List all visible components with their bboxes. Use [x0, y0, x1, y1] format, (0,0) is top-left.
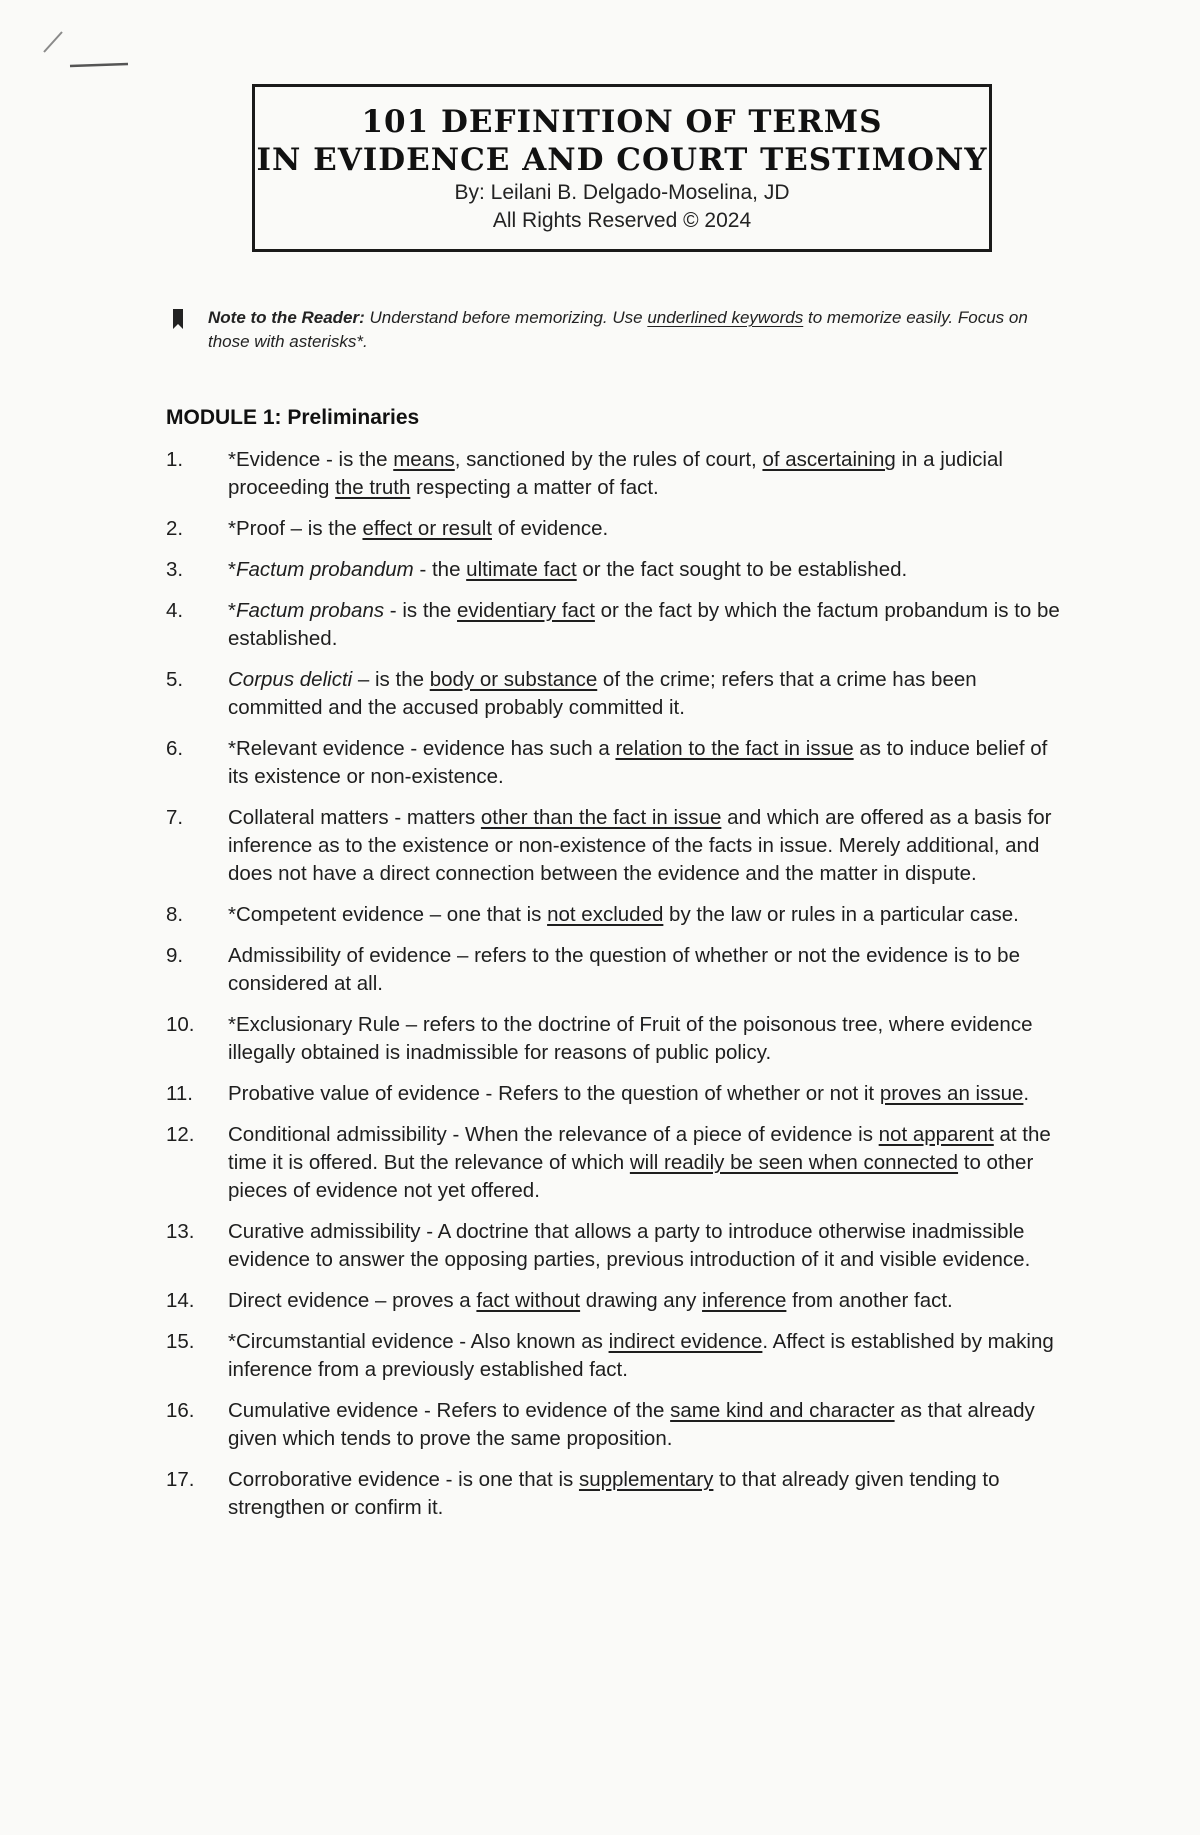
term-7 — [166, 804, 1066, 888]
term-number: 4. — [166, 599, 184, 622]
note-text-b: to memorize easily. Focus on those with asterisks*. — [208, 308, 1028, 351]
note-text-a: Understand before memorizing. Use — [364, 308, 648, 327]
title-line-2: IN EVIDENCE AND COURT TESTIMONY — [256, 142, 988, 178]
term-17 — [166, 1466, 1066, 1522]
term-text: Probative value of evidence - Refers to the question of whether or not it proves an issue. — [228, 1082, 1030, 1105]
module-heading: MODULE 1: Preliminaries — [166, 406, 420, 429]
reader-note — [208, 306, 1068, 354]
term-4 — [166, 597, 1066, 653]
term-3 — [166, 556, 1066, 584]
term-2 — [166, 515, 1066, 543]
term-9 — [166, 942, 1066, 998]
term-number: 3. — [166, 558, 184, 581]
term-14 — [166, 1287, 1066, 1315]
term-text: *Exclusionary Rule – refers to the doctrine of Fruit of the poisonous tree, where evidence illegally obtained is inadmissible for reasons of public policy. — [228, 1013, 1033, 1064]
term-number: 7. — [166, 806, 184, 829]
term-number: 9. — [166, 944, 184, 967]
term-number: 16. — [166, 1399, 195, 1422]
term-number: 6. — [166, 737, 184, 760]
author-line: By: Leilani B. Delgado-Moselina, JD — [454, 181, 790, 204]
terms-list — [166, 446, 1066, 1535]
term-text: Direct evidence – proves a fact without drawing any inference from another fact. — [228, 1289, 953, 1312]
term-number: 8. — [166, 903, 184, 926]
term-text: *Proof – is the effect or result of evidence. — [228, 517, 609, 540]
term-text: Cumulative evidence - Refers to evidence of the same kind and character as that already given which tends to prove the same proposition. — [228, 1399, 1035, 1450]
term-number: 14. — [166, 1289, 195, 1312]
term-text: *Evidence - is the means, sanctioned by the rules of court, of ascertaining in a judicial proceeding the truth respecting a matter of fact. — [228, 448, 1003, 499]
term-6 — [166, 735, 1066, 791]
term-number: 5. — [166, 668, 184, 691]
term-number: 15. — [166, 1330, 195, 1353]
rights-line: All Rights Reserved © 2024 — [492, 209, 752, 232]
handwritten-check-mark — [40, 22, 130, 72]
note-underlined: underlined keywords — [647, 308, 804, 327]
term-5 — [166, 666, 1066, 722]
term-text: *Factum probandum - the ultimate fact or the fact sought to be established. — [228, 558, 908, 581]
term-text: *Circumstantial evidence - Also known as indirect evidence. Affect is established by making inference from a previously established fact. — [228, 1330, 1054, 1381]
term-number: 17. — [166, 1468, 195, 1491]
title-box — [252, 84, 992, 252]
term-text: *Relevant evidence - evidence has such a relation to the fact in issue as to induce belief of its existence or non-existence. — [228, 737, 1048, 788]
term-text: Collateral matters - matters other than the fact in issue and which are offered as a basis for inference as to the existence or non-existence of the facts in issue. Merely additional, and does not have a direct connection between the evidence and the matter in dispute. — [228, 806, 1052, 885]
term-number: 2. — [166, 517, 184, 540]
term-16 — [166, 1397, 1066, 1453]
term-15 — [166, 1328, 1066, 1384]
title-line-1: 101 DEFINITION OF TERMS — [361, 104, 883, 140]
term-number: 1. — [166, 448, 184, 471]
term-text: *Competent evidence – one that is not excluded by the law or rules in a particular case. — [228, 903, 1019, 926]
term-1 — [166, 446, 1066, 502]
term-13 — [166, 1218, 1066, 1274]
term-text: Conditional admissibility - When the relevance of a piece of evidence is not apparent at the time it is offered. But the relevance of which will readily be seen when connected to other pieces of evidence not yet offered. — [228, 1123, 1051, 1202]
note-label: Note to the Reader: — [208, 308, 365, 327]
term-text: *Factum probans - is the evidentiary fact or the fact by which the factum probandum is to be established. — [228, 599, 1060, 650]
term-text: Admissibility of evidence – refers to the question of whether or not the evidence is to be considered at all. — [228, 944, 1020, 995]
term-text: Corpus delicti – is the body or substance of the crime; refers that a crime has been committed and the accused probably committed it. — [228, 668, 977, 719]
term-12 — [166, 1121, 1066, 1205]
term-text: Corroborative evidence - is one that is supplementary to that already given tending to strengthen or confirm it. — [228, 1468, 1000, 1519]
term-text: Curative admissibility - A doctrine that allows a party to introduce otherwise inadmissible evidence to answer the opposing parties, previous introduction of it and visible evidence. — [228, 1220, 1031, 1271]
term-8 — [166, 901, 1066, 929]
term-number: 13. — [166, 1220, 195, 1243]
term-number: 11. — [166, 1082, 193, 1105]
term-number: 10. — [166, 1013, 195, 1036]
term-number: 12. — [166, 1123, 195, 1146]
bookmark-icon — [172, 308, 184, 330]
term-11 — [166, 1080, 1066, 1108]
term-10 — [166, 1011, 1066, 1067]
